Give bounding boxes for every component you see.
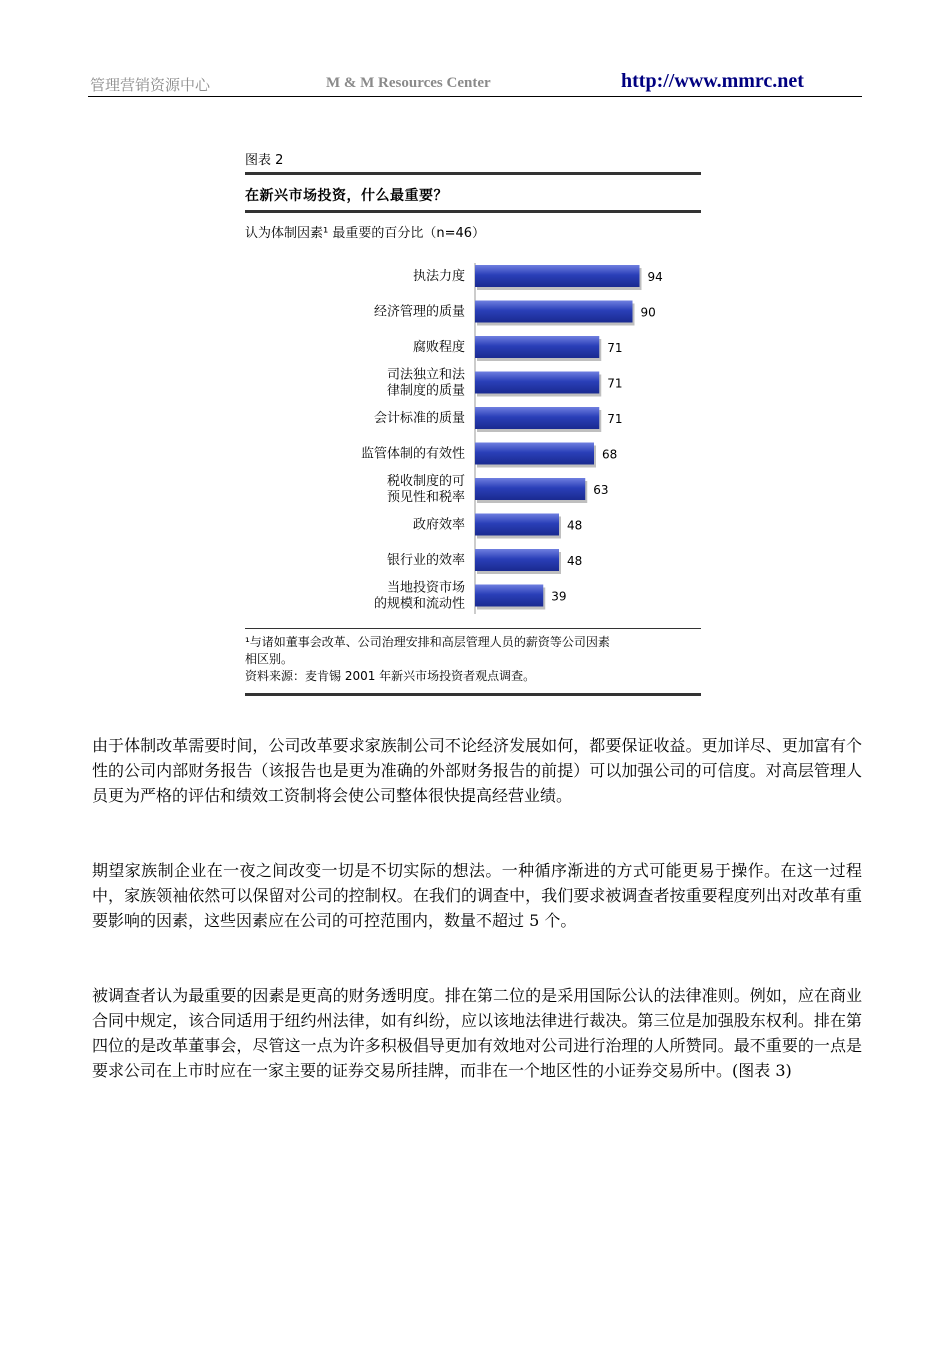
chart-category-label: 会计标准的质量 bbox=[373, 411, 465, 426]
chart-value-label: 90 bbox=[640, 305, 656, 320]
figure-source: 资料来源：麦肯锡 2001 年新兴市场投资者观点调查。 bbox=[245, 669, 536, 683]
chart-bar bbox=[475, 443, 594, 465]
bar-chart bbox=[245, 255, 705, 625]
figure-subtitle: 认为体制因素¹ 最重要的百分比（n=46） bbox=[245, 226, 486, 241]
paragraph-2: 期望家族制企业在一夜之间改变一切是不切实际的想法。一种循序渐进的方式可能更易于操作。在这一过程中，家族领袖依然可以保留对公司的控制权。在我们的调查中，我们要求被调查者按重要程度列出对改革有重要影响的因素，这些因素应在公司的可控范围内，数量不超过 5 个。 bbox=[92, 861, 862, 930]
chart-category-label: 腐败程度 bbox=[412, 340, 465, 355]
chart-bar bbox=[475, 478, 585, 500]
chart-bar bbox=[475, 372, 599, 394]
chart-category-label: 银行业的效率 bbox=[386, 553, 465, 568]
chart-category-label: 当地投资市场 bbox=[386, 580, 465, 596]
figure-top-rule bbox=[245, 172, 701, 175]
paragraph-3: 被调查者认为最重要的因素是更高的财务透明度。排在第二位的是采用国际公认的法律准则。例如，应在商业合同中规定，该合同适用于纽约州法律，如有纠纷，应以该地法律进行裁决。第三位是加强股东权利。排在第四位的是改革董事会，尽管这一点为许多积极倡导更加有效地对公司进行治理的人所赞同。最不重要的一点是要求公司在上市时应在一家主要的证券交易所挂牌，而非在一个地区性的小证券交易所中。(图表 3) bbox=[92, 986, 862, 1080]
chart-category-label: 预见性和税率 bbox=[386, 490, 465, 505]
header-english-name: M & M Resources Center bbox=[326, 75, 491, 91]
chart-category-label: 经济管理的质量 bbox=[373, 304, 465, 320]
chart-category-label: 政府效率 bbox=[412, 517, 465, 533]
figure-title-rule bbox=[245, 210, 701, 213]
chart-value-label: 68 bbox=[602, 447, 618, 462]
chart-bar bbox=[475, 514, 559, 536]
chart-category-label: 的规模和流动性 bbox=[373, 596, 465, 612]
chart-value-label: 48 bbox=[567, 554, 583, 568]
chart-category-label: 税收制度的可 bbox=[386, 474, 465, 489]
figure-footnote-line2: 相区别。 bbox=[245, 652, 294, 666]
chart-value-label: 48 bbox=[567, 518, 583, 533]
chart-value-label: 71 bbox=[607, 341, 623, 355]
paragraph-1: 由于体制改革需要时间，公司改革要求家族制公司不论经济发展如何，都要保证收益。更加详尽、更加富有个性的公司内部财务报告（该报告也是更为准确的外部财务报告的前提）可以加强公司的可信度。对高层管理人员更为严格的评估和绩效工资制将会使公司整体很快提高经营业绩。 bbox=[92, 736, 862, 805]
figure-bottom-rule bbox=[245, 693, 701, 696]
chart-bar bbox=[475, 336, 599, 358]
chart-bar bbox=[475, 301, 633, 323]
page-header bbox=[88, 70, 862, 97]
chart-category-label: 执法力度 bbox=[412, 269, 465, 284]
chart-value-label: 39 bbox=[551, 589, 567, 604]
figure-2 bbox=[245, 145, 705, 700]
chart-bar bbox=[475, 407, 599, 429]
chart-category-label: 司法独立和法 bbox=[386, 367, 465, 383]
chart-value-label: 94 bbox=[647, 270, 663, 284]
chart-category-label: 律制度的质量 bbox=[386, 383, 465, 399]
header-url-link[interactable]: http://www.mmrc.net bbox=[621, 70, 804, 92]
header-center-name: 管理营销资源中心 bbox=[90, 76, 211, 94]
chart-value-label: 63 bbox=[593, 483, 609, 497]
chart-bar bbox=[475, 549, 559, 571]
chart-value-label: 71 bbox=[607, 376, 623, 391]
figure-footnote-line1: ¹与诸如董事会改革、公司治理安排和高层管理人员的薪资等公司因素 bbox=[245, 635, 610, 649]
figure-title: 在新兴市场投资，什么最重要？ bbox=[245, 188, 448, 204]
chart-value-label: 71 bbox=[607, 412, 623, 426]
figure-foot-rule bbox=[245, 628, 701, 629]
chart-category-label: 监管体制的有效性 bbox=[360, 446, 465, 462]
chart-bar bbox=[475, 265, 640, 287]
chart-bar bbox=[475, 585, 543, 607]
figure-label: 图表 2 bbox=[245, 153, 284, 168]
